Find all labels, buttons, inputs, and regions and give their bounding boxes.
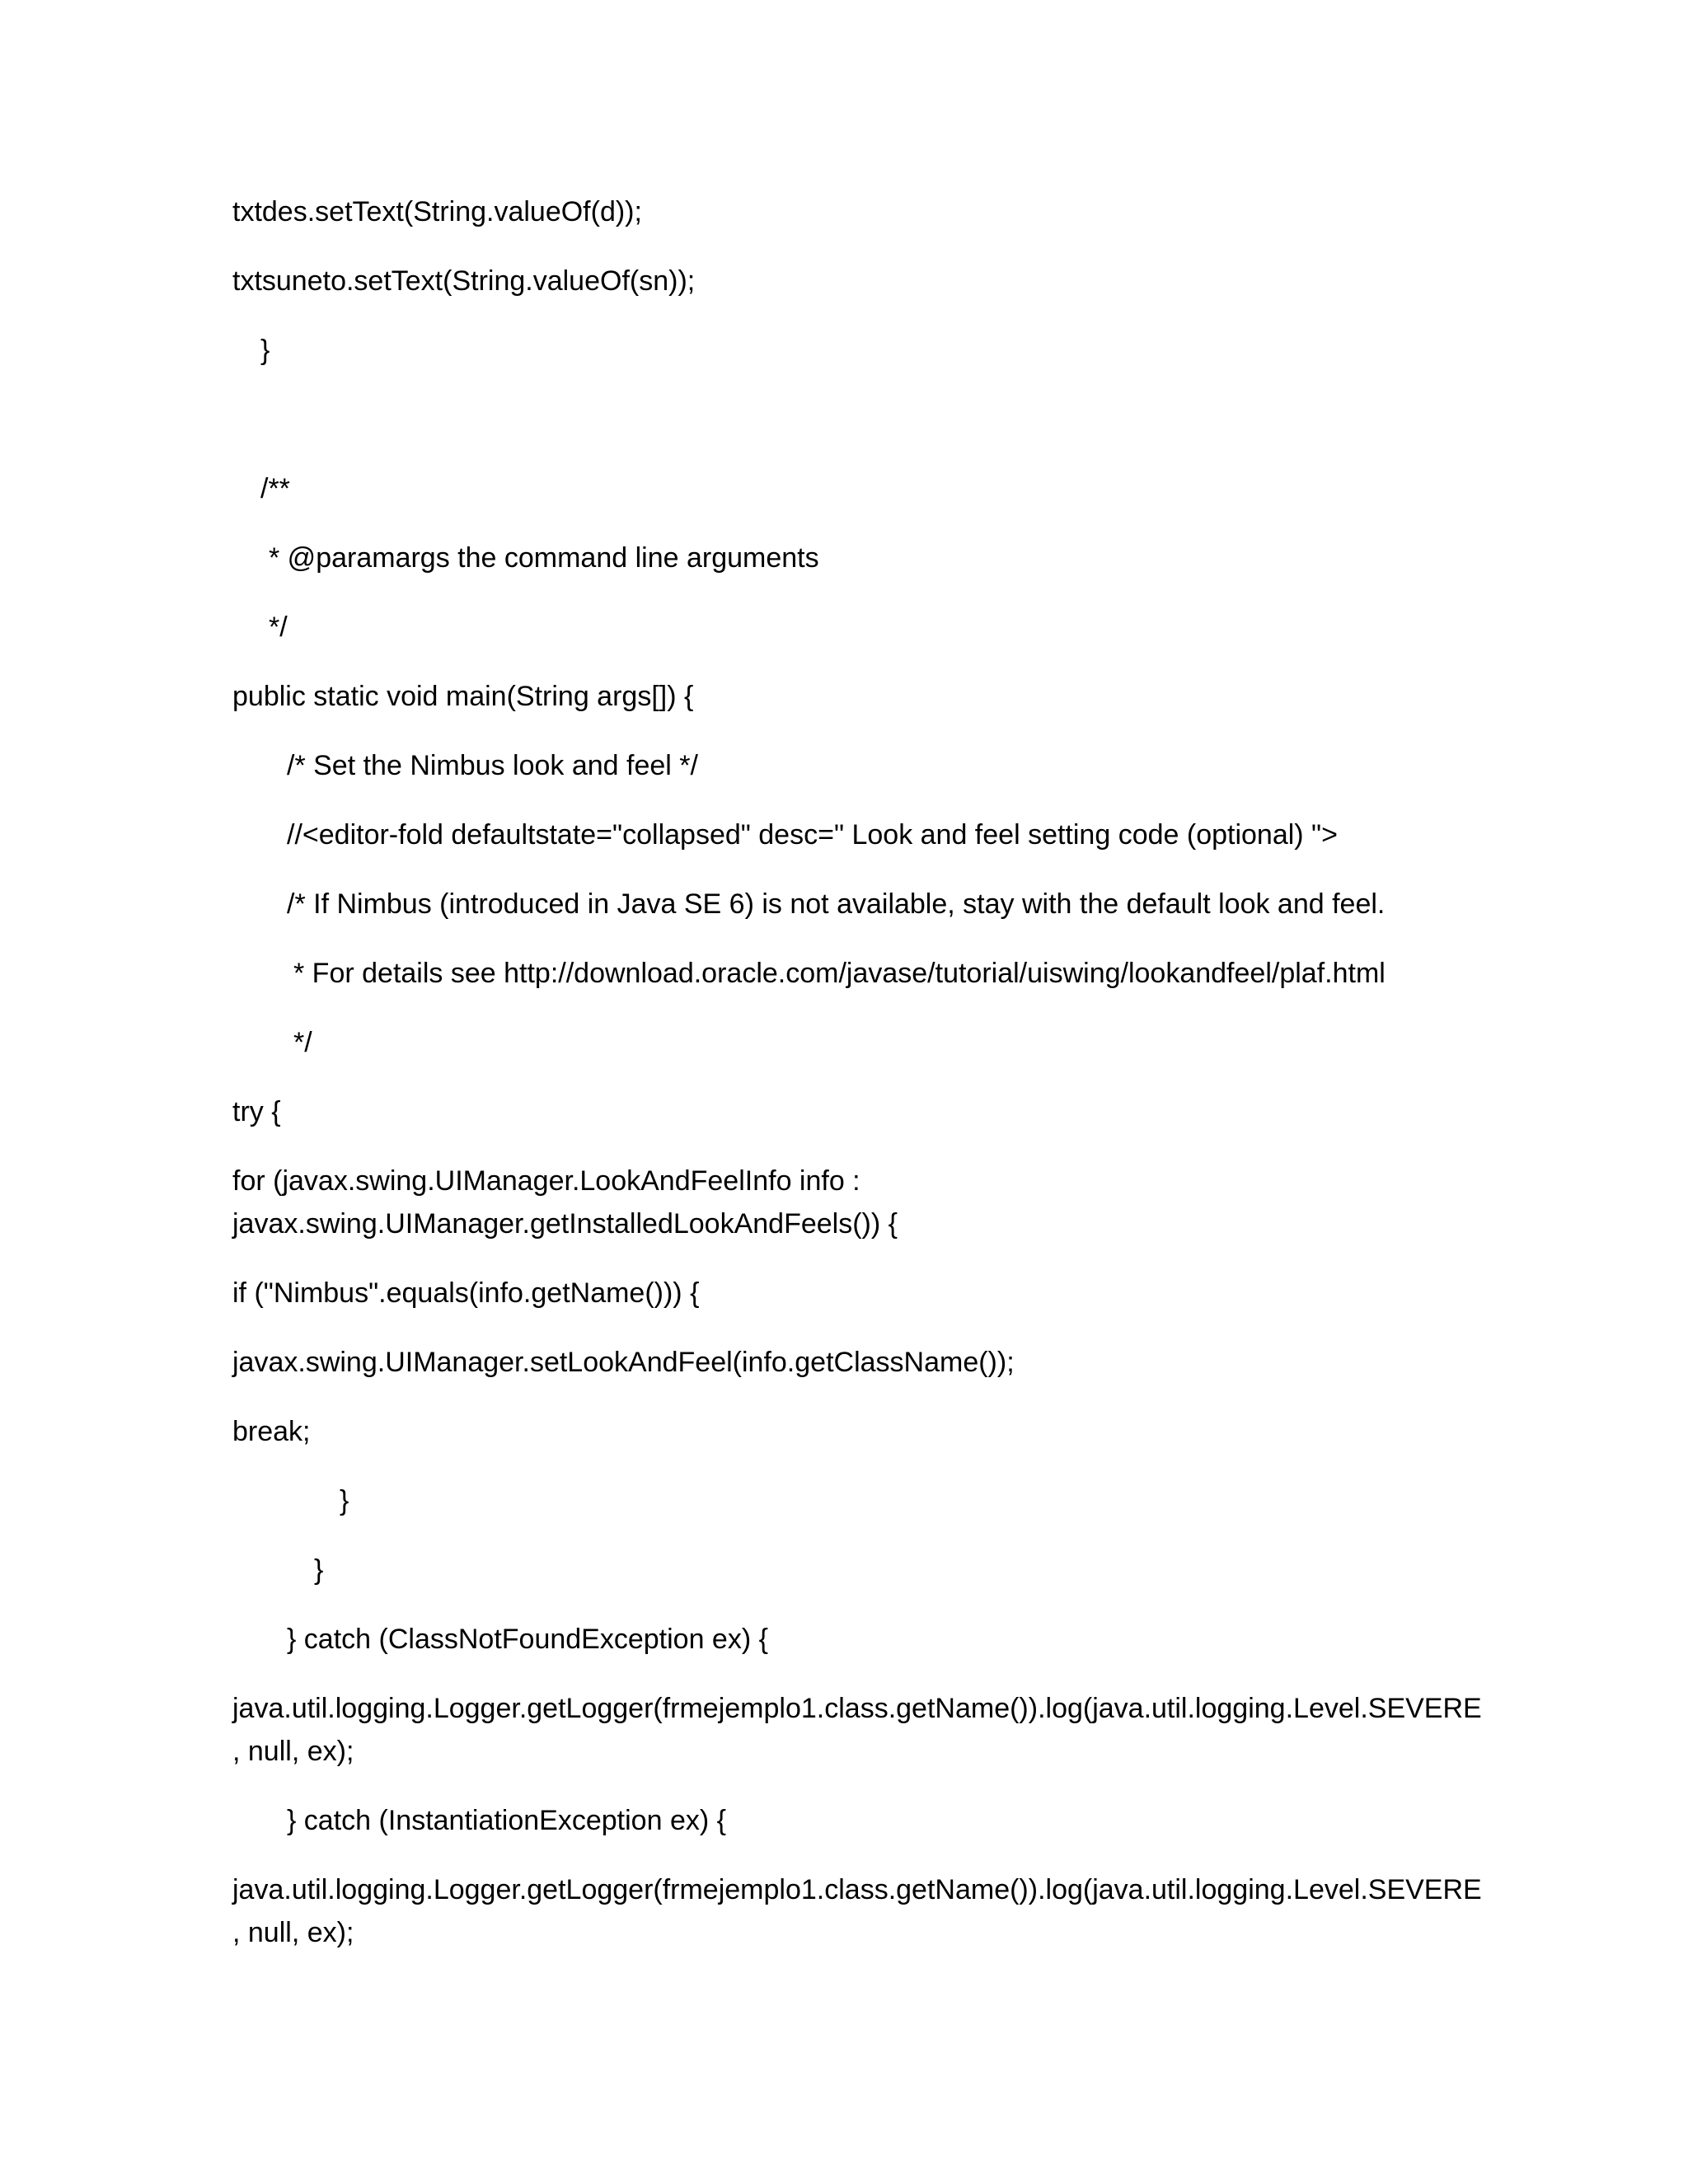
code-line-10: /* If Nimbus (introduced in Java SE 6) is not available, stay with the default look and feel. — [287, 888, 1386, 920]
code-line-22: java.util.logging.Logger.getLogger(frmejemplo1.class.getName()).log(java.util.logging.Level.SEVERE — [232, 1693, 1482, 1724]
code-line-24: } catch (InstantiationException ex) { — [287, 1805, 726, 1836]
code-line-9: //<editor-fold defaultstate="collapsed" desc=" Look and feel setting code (optional) "> — [287, 819, 1338, 851]
code-line-21: } catch (ClassNotFoundException ex) { — [287, 1624, 768, 1655]
code-line-7: public static void main(String args[]) { — [232, 681, 694, 712]
code-line-8: /* Set the Nimbus look and feel */ — [287, 750, 698, 781]
code-line-12: */ — [293, 1027, 312, 1058]
code-line-3: } — [260, 335, 270, 366]
code-line-15: javax.swing.UIManager.getInstalledLookAndFeels()) { — [232, 1208, 898, 1240]
code-line-11: * For details see http://download.oracle.com/javase/tutorial/uiswing/lookandfeel/plaf.html — [293, 958, 1386, 989]
code-line-2: txtsuneto.setText(String.valueOf(sn)); — [232, 265, 696, 297]
code-line-23: , null, ex); — [232, 1736, 354, 1767]
code-line-1: txtdes.setText(String.valueOf(d)); — [232, 196, 642, 227]
code-line-14: for (javax.swing.UIManager.LookAndFeelInfo info : — [232, 1165, 860, 1197]
code-line-13: try { — [232, 1096, 281, 1127]
code-line-5: * @paramargs the command line arguments — [269, 542, 819, 574]
code-line-4: /** — [260, 473, 290, 504]
code-line-6: */ — [269, 612, 288, 643]
code-line-26: , null, ex); — [232, 1917, 354, 1948]
code-line-16: if ("Nimbus".equals(info.getName())) { — [232, 1277, 700, 1309]
code-line-18: break; — [232, 1416, 311, 1447]
code-line-17: javax.swing.UIManager.setLookAndFeel(info.getClassName()); — [232, 1347, 1015, 1378]
code-line-25: java.util.logging.Logger.getLogger(frmejemplo1.class.getName()).log(java.util.logging.Level.SEVERE — [232, 1874, 1482, 1905]
code-line-19: } — [340, 1485, 349, 1516]
code-line-20: } — [314, 1554, 324, 1586]
